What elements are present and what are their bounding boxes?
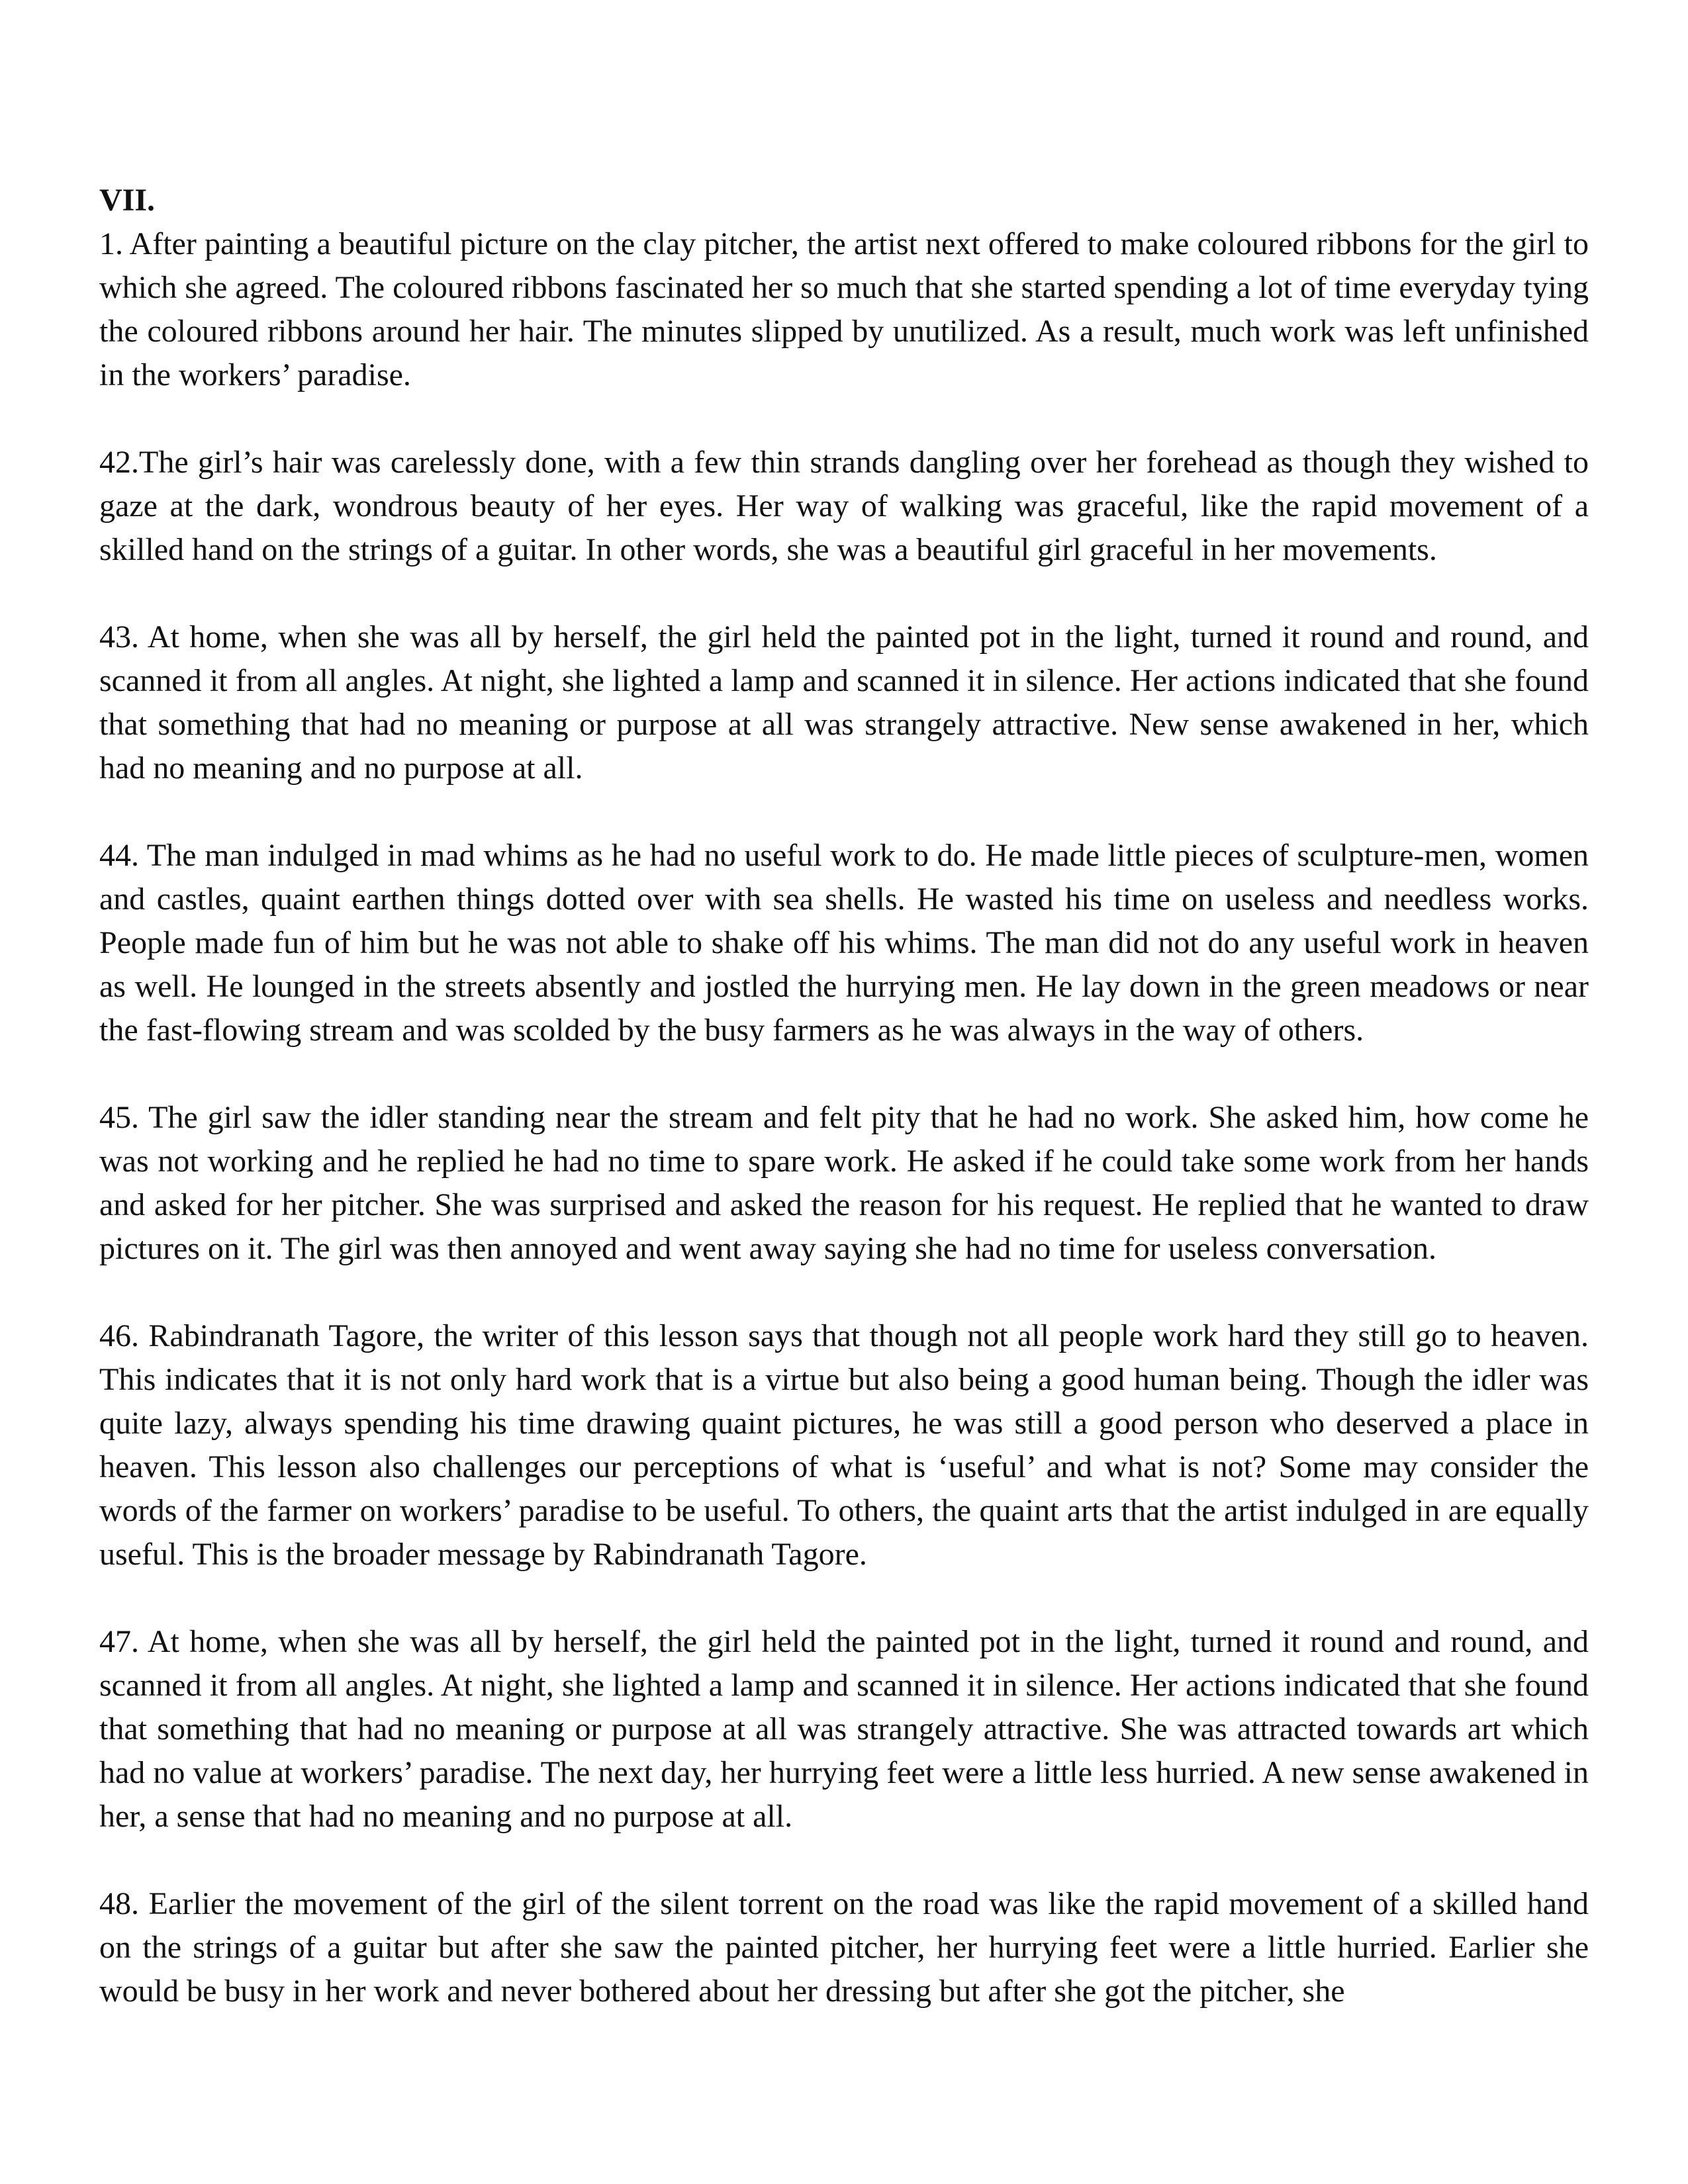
section-heading: VII.: [99, 183, 156, 218]
document-page: [99, 179, 1589, 2013]
paragraph-answer-45: 45. The girl saw the idler standing near the stream and felt pity that he had no work. She asked him, how come he was not working and he replied he had no time to spare work. He asked if he could take some work from her hands and asked for her pitcher. She was surprised and asked the reason for his request. He replied that he wanted to draw pictures on it. The girl was then annoyed and went away saying she had no time for useless conversation.: [99, 1100, 1589, 1266]
paragraph-answer-42: 42.The girl’s hair was carelessly done, with a few thin strands dangling over her forehead as though they wished to gaze at the dark, wondrous beauty of her eyes. Her way of walking was graceful, like the rapid movement of a skilled hand on the strings of a guitar. In other words, she was a beautiful girl graceful in her movements.: [99, 445, 1589, 567]
paragraph-answer-48: 48. Earlier the movement of the girl of the silent torrent on the road was like the rapid movement of a skilled hand on the strings of a guitar but after she saw the painted pitcher, her hurrying feet were a little hurried. Earlier she would be busy in her work and never bothered about her dressing but after she got the pitcher, she: [99, 1886, 1589, 2009]
paragraph-answer-46: 46. Rabindranath Tagore, the writer of this lesson says that though not all people work hard they still go to heaven. This indicates that it is not only hard work that is a virtue but also being a good human being. Though the idler was quite lazy, always spending his time drawing quaint pictures, he was still a good person who deserved a place in heaven. This lesson also challenges our perceptions of what is ‘useful’ and what is not? Some may consider the words of the farmer on workers’ paradise to be useful. To others, the quaint arts that the artist indulged in are equally useful. This is the broader message by Rabindranath Tagore.: [99, 1318, 1589, 1572]
paragraph-answer-44: 44. The man indulged in mad whims as he had no useful work to do. He made little pieces of sculpture-men, women and castles, quaint earthen things dotted over with sea shells. He wasted his time on useless and needless works. People made fun of him but he was not able to shake off his whims. The man did not do any useful work in heaven as well. He lounged in the streets absently and jostled the hurrying men. He lay down in the green meadows or near the fast-flowing stream and was scolded by the busy farmers as he was always in the way of others.: [99, 838, 1589, 1048]
paragraph-answer-1: 1. After painting a beautiful picture on the clay pitcher, the artist next offered to make coloured ribbons for the girl to which she agreed. The coloured ribbons fascinated her so much that she started spending a lot of time everyday tying the coloured ribbons around her hair. The minutes slipped by unutilized. As a result, much work was left unfinished in the workers’ paradise.: [99, 226, 1589, 392]
paragraph-answer-47: 47. At home, when she was all by herself, the girl held the painted pot in the light, turned it round and round, and scanned it from all angles. At night, she lighted a lamp and scanned it in silence. Her actions indicated that she found that something that had no meaning or purpose at all was strangely attractive. She was attracted towards art which had no value at workers’ paradise. The next day, her hurrying feet were a little less hurried. A new sense awakened in her, a sense that had no meaning and no purpose at all.: [99, 1624, 1589, 1834]
paragraph-answer-43: 43. At home, when she was all by herself, the girl held the painted pot in the light, turned it round and round, and scanned it from all angles. At night, she lighted a lamp and scanned it in silence. Her actions indicated that she found that something that had no meaning or purpose at all was strangely attractive. New sense awakened in her, which had no meaning and no purpose at all.: [99, 619, 1589, 786]
